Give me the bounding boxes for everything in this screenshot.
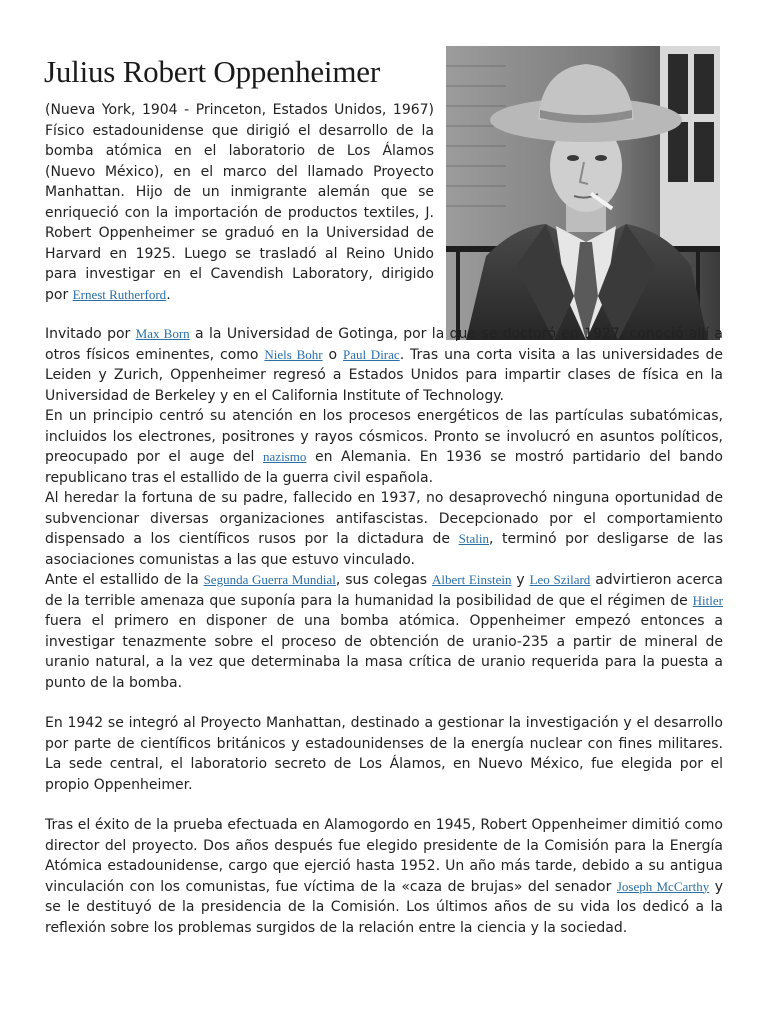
link-ernest-rutherford[interactable]: Ernest Rutherford — [72, 286, 167, 302]
paragraph-text: . Tras una corta visita a las universidades de Leiden y Zurich, Oppenheimer regresó a Estados Unidos para impartir clases de física en la Universidad de Berkeley y en el California Institute of Technology. — [45, 346, 724, 404]
portrait-image — [446, 46, 720, 340]
paragraph-7 — [45, 815, 723, 938]
paragraph-text: Ante el estallido de la — [45, 572, 204, 588]
paragraph-text: y se le destituyó de la presidencia de la Comisión. Los últimos años de su vida los dedicó a la reflexión sobre los problemas surgidos de la relación entre la ciencia y la sociedad. — [45, 878, 723, 936]
page-title: Julius Robert Oppenheimer — [44, 54, 380, 89]
link-nazismo[interactable]: nazismo — [263, 449, 307, 464]
article-body — [45, 324, 723, 938]
paragraph-2 — [45, 324, 723, 406]
link-stalin[interactable]: Stalin — [458, 531, 489, 546]
link-leo-szilard[interactable]: Leo Szilard — [529, 572, 591, 587]
link-max-born[interactable]: Max Born — [135, 326, 190, 341]
portrait-photo — [446, 46, 720, 340]
paragraph-text: Al heredar la fortuna de su padre, fallecido en 1937, no desaprovechó ninguna oportunidad de subvencionar diversas organizaciones antifascistas. Decepcionado por el comportamiento dispensado a los científicos rusos por la dictadura de — [45, 490, 723, 547]
paragraph-text: Tras el éxito de la prueba efectuada en Alamogordo en 1945, Robert Oppenheimer dimitió como director del proyecto. Dos años después fue elegido presidente de la Comisión para la Energía Atómica estadounidense, cargo que ejerció hasta 1952. Un año más tarde, debido a su antigua vinculación con los comunistas, fue víctima de la «caza de brujas» del senador — [45, 817, 723, 895]
link-albert-einstein[interactable]: Albert Einstein — [431, 572, 512, 587]
paragraph-text: y — [511, 572, 530, 588]
link-segunda-guerra-mundial[interactable]: Segunda Guerra Mundial — [203, 572, 336, 587]
paragraph-text: Invitado por — [45, 326, 136, 342]
paragraph-text: , terminó por desligarse de las asociaciones comunistas a las que estuvo vinculado. — [45, 531, 724, 568]
paragraph-text: En 1942 se integró al Proyecto Manhattan, destinado a gestionar la investigación y el desarrollo por parte de científicos británicos y estadounidenses de la energía nuclear con fines militares. La sede central, el laboratorio secreto de Los Álamos, en Nuevo México, fue elegida por el propio Oppenheimer. — [45, 715, 723, 793]
paragraph-6 — [45, 713, 723, 795]
paragraph-text: advirtieron acerca de la terrible amenaza que suponía para la humanidad la posibilidad de que el régimen de — [45, 572, 723, 609]
link-niels-bohr[interactable]: Niels Bohr — [264, 346, 323, 362]
paragraph-text: o — [322, 346, 343, 363]
paragraph-text: (Nueva York, 1904 - Princeton, Estados Unidos, 1967) Físico estadounidense que dirigió el desarrollo de la bomba atómica en el laboratorio de Los Álamos (Nuevo México), en el marco del llamado Proyecto Manhattan. Hijo de un inmigrante alemán que se enriqueció con la importación de productos textiles, J. Robert Oppenheimer se graduó en la Universidad de Harvard en 1925. Luego se trasladó al Reino Unido para investigar en el Cavendish Laboratory, dirigido por — [45, 102, 434, 303]
link-joseph-mccarthy[interactable]: Joseph McCarthy — [616, 878, 710, 894]
paragraph-text: En un principio centró su atención en los procesos energéticos de las partículas subatómicas, incluidos los electrones, positrones y rayos cósmicos. Pronto se involucró en asuntos políticos, preocupado por el auge del — [45, 408, 723, 465]
link-paul-dirac[interactable]: Paul Dirac — [342, 346, 400, 362]
paragraph-5 — [45, 570, 723, 693]
link-hitler[interactable]: Hitler — [692, 592, 723, 608]
paragraph-4 — [45, 488, 723, 570]
paragraph-text: en Alemania. En 1936 se mostró partidario del bando republicano tras el estallido de la guerra civil española. — [45, 449, 723, 486]
paragraph-text: . — [166, 286, 171, 303]
paragraph-text: fuera el primero en disponer de una bomba atómica. Oppenheimer empezó entonces a investigar tenazmente sobre el proceso de obtención de uranio-235 a partir de mineral de uranio natural, a la vez que determinaba la masa crítica de uranio requerida para la puesta a punto de la bomba. — [45, 613, 723, 691]
paragraph-text: a la Universidad de Gotinga, por la que se doctoró en 1927, conoció allí a otros físicos eminentes, como — [45, 326, 723, 363]
paragraph-3 — [45, 406, 723, 488]
paragraph-intro — [45, 100, 434, 305]
paragraph-text: , sus colegas — [335, 572, 432, 588]
